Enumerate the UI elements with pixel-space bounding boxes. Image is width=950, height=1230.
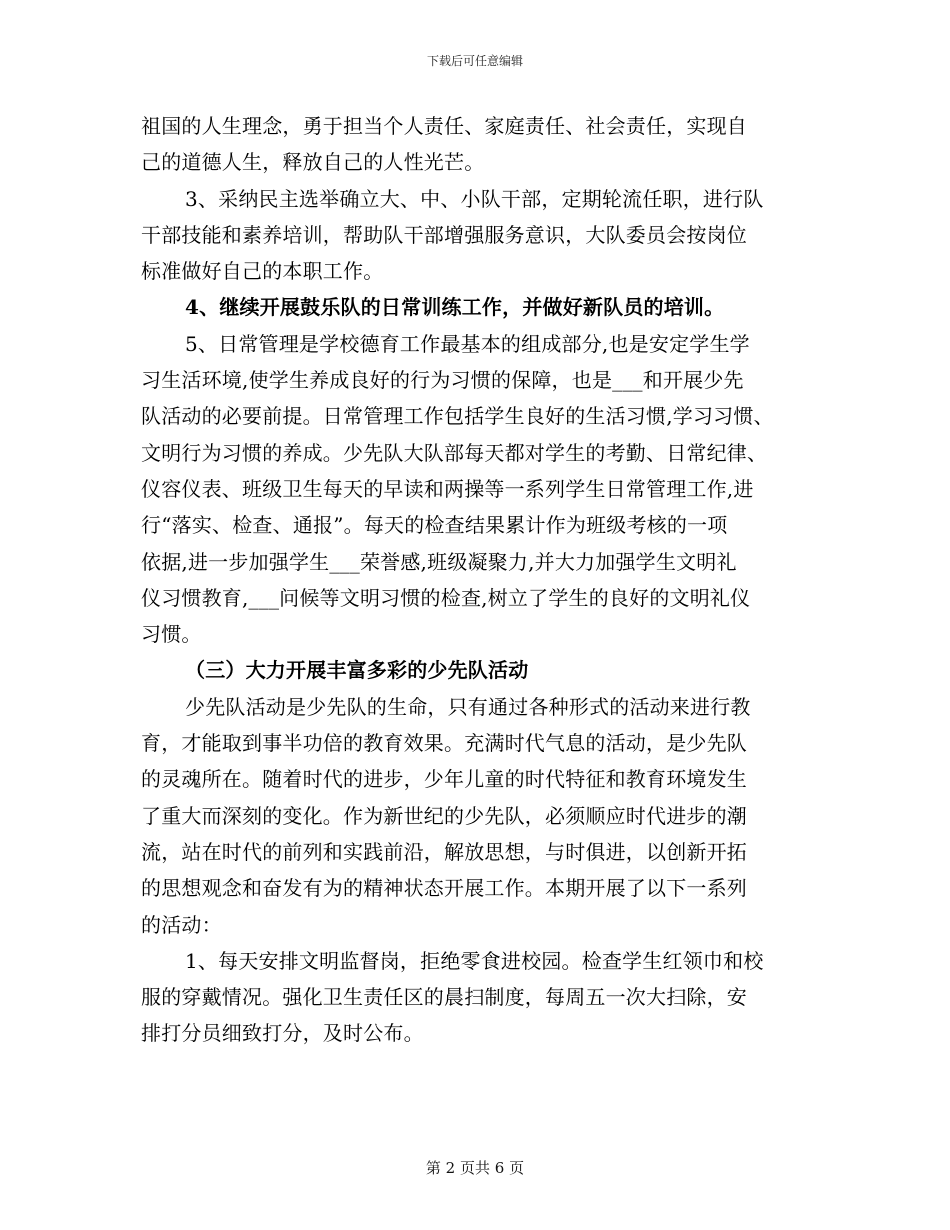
body-line: 干部技能和素养培训，帮助队干部增强服务意识，大队委员会按岗位 xyxy=(141,222,747,247)
section-heading: （三）大力开展丰富多彩的少先队活动 xyxy=(185,658,529,683)
body-line: 了重大而深刻的变化。作为新世纪的少先队，必须顺应时代进步的潮 xyxy=(141,803,747,828)
body-line: 育，才能取到事半功倍的教育效果。充满时代气息的活动，是少先队 xyxy=(141,731,747,756)
body-line: 的灵魂所在。随着时代的进步，少年儿童的时代特征和教育环境发生 xyxy=(141,767,747,792)
body-line: 少先队活动是少先队的生命，只有通过各种形式的活动来进行教 xyxy=(185,694,751,719)
body-line: 5、日常管理是学校德育工作最基本的组成部分,也是安定学生学 xyxy=(185,331,750,356)
bold-paragraph: 4、继续开展鼓乐队的日常训练工作，并做好新队员的培训。 xyxy=(185,295,725,320)
body-line: 仪习惯教育,___问候等文明习惯的检查,树立了学生的良好的文明礼仪 xyxy=(141,585,751,610)
body-line: 的思想观念和奋发有为的精神状态开展工作。本期开展了以下一系列 xyxy=(141,876,747,901)
body-line: 仪容仪表、班级卫生每天的早读和两操等一系列学生日常管理工作,进 xyxy=(141,476,754,501)
body-line: 的活动： xyxy=(141,912,222,937)
body-line: 排打分员细致打分，及时公布。 xyxy=(141,1021,424,1046)
body-line: 队活动的必要前提。日常管理工作包括学生良好的生活习惯,学习习惯、 xyxy=(141,404,774,429)
document-body xyxy=(141,108,816,1052)
body-line: 依据,进一步加强学生___荣誉感,班级凝聚力,并大力加强学生文明礼 xyxy=(141,549,737,574)
body-line: 习生活环境,使学生养成良好的行为习惯的保障，也是___和开展少先 xyxy=(141,368,744,393)
body-line: 祖国的人生理念，勇于担当个人责任、家庭责任、社会责任，实现自 xyxy=(141,114,747,138)
body-line: 服的穿戴情况。强化卫生责任区的晨扫制度，每周五一次大扫除，安 xyxy=(141,985,747,1010)
body-line: 文明行为习惯的养成。少先队大队部每天都对学生的考勤、日常纪律、 xyxy=(141,440,768,465)
body-line: 行“落实、检查、通报”。每天的检查结果累计作为班级考核的一项 xyxy=(141,513,728,538)
body-line: 标准做好自己的本职工作。 xyxy=(141,259,384,284)
body-line: 3、采纳民主选举确立大、中、小队干部，定期轮流任职，进行队 xyxy=(185,186,764,211)
body-line: 习惯。 xyxy=(141,622,202,647)
body-line: 流，站在时代的前列和实践前沿，解放思想，与时俱进，以创新开拓 xyxy=(141,839,747,864)
body-line: 己的道德人生，释放自己的人性光芒。 xyxy=(141,150,485,175)
body-line: 1、每天安排文明监督岗，拒绝零食进校园。检查学生红领巾和校 xyxy=(185,948,764,973)
page-footer-number: 第 2 页共 6 页 xyxy=(425,1159,525,1177)
page-header-note: 下载后可任意编辑 xyxy=(426,54,523,68)
